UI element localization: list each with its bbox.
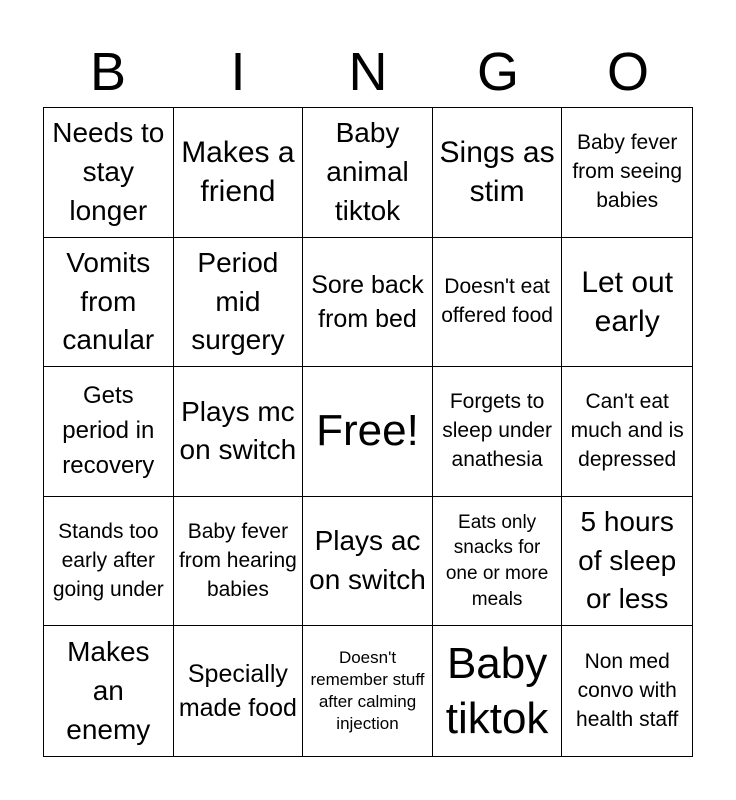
bingo-header bbox=[43, 36, 693, 108]
cell-text: Needs to stay longer bbox=[52, 117, 165, 226]
bingo-cell[interactable] bbox=[562, 108, 692, 238]
header-letter-i: I bbox=[230, 42, 246, 102]
bingo-cell[interactable] bbox=[433, 497, 563, 627]
bingo-cell[interactable] bbox=[303, 497, 433, 627]
cell-text: Plays mc on switch bbox=[179, 395, 297, 466]
bingo-cell[interactable] bbox=[433, 367, 563, 497]
bingo-cell[interactable] bbox=[562, 238, 692, 368]
bingo-cell[interactable] bbox=[562, 626, 692, 756]
bingo-cell[interactable] bbox=[303, 238, 433, 368]
cell-text: 5 hours of sleep or less bbox=[578, 506, 677, 615]
bingo-cell[interactable] bbox=[44, 108, 174, 238]
bingo-cell[interactable] bbox=[44, 367, 174, 497]
header-letter-b: B bbox=[89, 42, 127, 102]
cell-text: Baby tiktok bbox=[445, 639, 549, 744]
cell-text: Vomits from canular bbox=[62, 246, 155, 356]
bingo-cell[interactable] bbox=[303, 626, 433, 756]
bingo-cell[interactable] bbox=[174, 626, 304, 756]
free-space-label: Free! bbox=[316, 406, 419, 456]
cell-text: Stands too early after going under bbox=[52, 519, 164, 601]
cell-text: Sore back from bed bbox=[311, 270, 424, 333]
cell-text: Period mid surgery bbox=[191, 246, 285, 356]
cell-text: Specially made food bbox=[178, 660, 297, 723]
header-letter-g: G bbox=[476, 42, 519, 102]
bingo-cell[interactable] bbox=[433, 626, 563, 756]
cell-text: Forgets to sleep under anathesia bbox=[442, 390, 552, 471]
cell-text: Plays ac on switch bbox=[309, 525, 426, 596]
bingo-cell[interactable] bbox=[174, 238, 304, 368]
bingo-cell[interactable] bbox=[174, 497, 304, 627]
cell-text: Let out early bbox=[581, 265, 674, 338]
cell-text: Baby fever from hearing babies bbox=[178, 519, 297, 601]
bingo-cell[interactable] bbox=[174, 367, 304, 497]
free-space-cell[interactable] bbox=[303, 367, 433, 497]
bingo-cell[interactable] bbox=[303, 108, 433, 238]
cell-text: Can't eat much and is depressed bbox=[570, 390, 684, 471]
cell-text: Gets period in recovery bbox=[62, 382, 155, 479]
cell-text: Non med convo with health staff bbox=[576, 649, 679, 731]
cell-text: Makes an enemy bbox=[66, 636, 151, 745]
bingo-cell[interactable] bbox=[433, 108, 563, 238]
cell-text: Baby animal tiktok bbox=[326, 117, 409, 226]
bingo-cell[interactable] bbox=[562, 497, 692, 627]
bingo-cell[interactable] bbox=[44, 238, 174, 368]
bingo-cell[interactable] bbox=[174, 108, 304, 238]
bingo-cell[interactable] bbox=[44, 626, 174, 756]
header-letter-o: O bbox=[606, 42, 649, 102]
bingo-board bbox=[43, 107, 693, 757]
cell-text: Sings as stim bbox=[439, 136, 555, 209]
cell-text: Baby fever from seeing babies bbox=[572, 130, 683, 212]
bingo-cell[interactable] bbox=[44, 497, 174, 627]
cell-text: Doesn't eat offered food bbox=[441, 274, 553, 327]
cell-text: Makes a friend bbox=[181, 136, 295, 209]
cell-text: Doesn't remember stuff after calming injection bbox=[310, 648, 425, 734]
header-letter-n: N bbox=[348, 42, 388, 102]
bingo-cell[interactable] bbox=[562, 367, 692, 497]
bingo-cell[interactable] bbox=[433, 238, 563, 368]
cell-text: Eats only snacks for one or more meals bbox=[445, 511, 549, 610]
